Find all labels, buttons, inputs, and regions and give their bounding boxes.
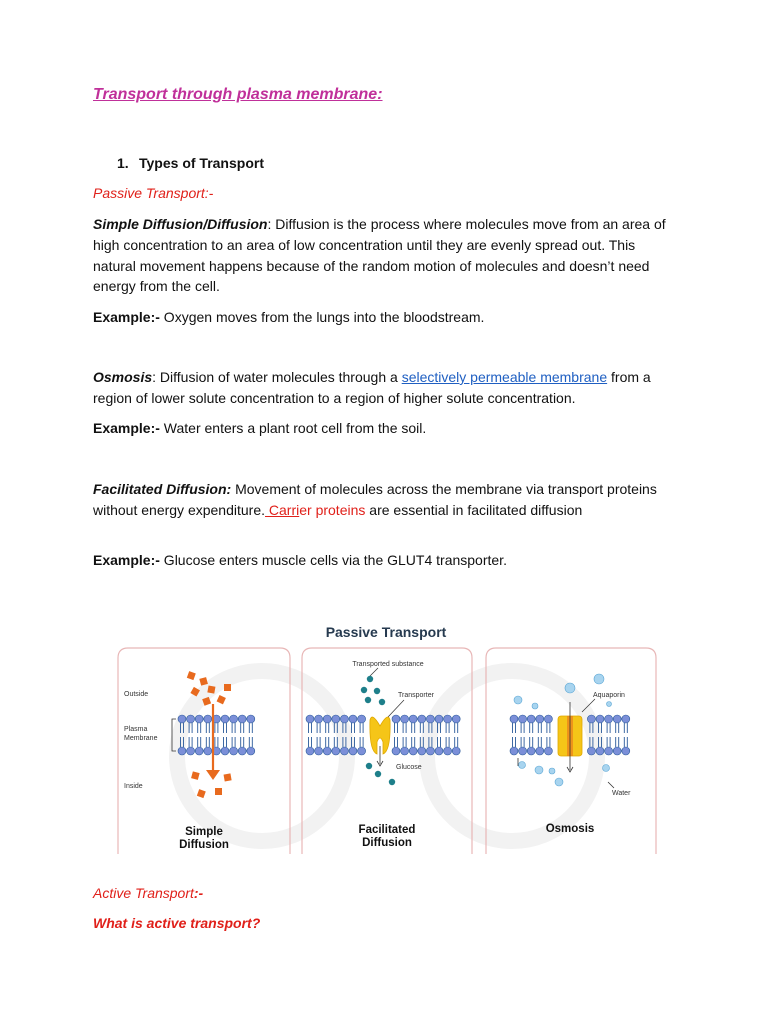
lipid-head <box>323 747 331 755</box>
lipid-head <box>596 747 604 755</box>
example-text: Oxygen moves from the lungs into the bloodstream. <box>159 309 485 325</box>
lipid-tail <box>530 737 533 747</box>
lipid-tail <box>198 723 201 733</box>
molecule <box>374 688 380 694</box>
lipid-tail <box>607 723 610 733</box>
lipid-tail <box>513 737 516 747</box>
water-pointer <box>608 782 614 788</box>
lipid-tail <box>206 737 209 747</box>
lipid-tail <box>317 737 320 747</box>
lipid-tail <box>215 723 218 733</box>
lipid-head <box>332 715 340 723</box>
lipid-head <box>221 715 229 723</box>
caption-facilitated-2: Diffusion <box>362 837 412 849</box>
lipid-head <box>315 747 323 755</box>
lipid-head <box>178 747 186 755</box>
particle <box>197 789 206 798</box>
molecule <box>379 699 385 705</box>
lipid-tail <box>395 723 398 733</box>
facilitated-diffusion-term: Facilitated Diffusion: <box>93 481 232 497</box>
caption-facilitated-1: Facilitated <box>358 824 416 836</box>
lipid-tail <box>547 723 550 733</box>
lipid-tail <box>513 723 516 733</box>
lipid-head <box>435 747 443 755</box>
osmosis-example <box>93 418 673 439</box>
page-title: Transport through plasma membrane: <box>93 86 383 103</box>
facilitated-diffusion-example <box>93 550 673 571</box>
caption-simple-2: Diffusion <box>179 839 229 851</box>
simple-diffusion-text: : Diffusion is the process where molecules move from an area of high concentration to an area of low concentration until they are evenly spread out. This natural movement happens because of the random motion of molecules and doesn’t need energy from the cell. <box>93 216 666 295</box>
facilitated-text-after: are essential in facilitated diffusion <box>365 501 583 518</box>
caption-simple-1: Simple <box>185 826 223 838</box>
lipid-tail <box>530 723 533 733</box>
lipid-head <box>605 747 613 755</box>
lipid-head <box>596 715 604 723</box>
lipid-head <box>187 747 195 755</box>
osmosis-paragraph <box>93 367 673 409</box>
lipid-head <box>358 747 366 755</box>
plasma-membrane-simple <box>178 715 255 755</box>
lipid-head <box>392 747 400 755</box>
lipid-tail <box>206 723 209 733</box>
label-water: Water <box>612 790 631 797</box>
lipid-tail <box>412 723 415 733</box>
lipid-tail <box>198 737 201 747</box>
lipid-tail <box>412 737 415 747</box>
lipid-tail <box>624 723 627 733</box>
passive-transport-label: Passive Transport:- <box>93 185 214 201</box>
example-text: Water enters a plant root cell from the soil. <box>159 420 427 436</box>
active-transport-suffix: :- <box>193 885 204 901</box>
active-transport-label <box>93 885 203 901</box>
label-transported-substance: Transported substance <box>352 661 424 668</box>
example-label: Example:- <box>93 420 160 436</box>
lipid-tail <box>189 737 192 747</box>
label-outside: Outside <box>124 691 149 698</box>
lipid-head <box>544 715 552 723</box>
lipid-tail <box>446 723 449 733</box>
lipid-head <box>306 747 314 755</box>
water-drop <box>555 778 563 786</box>
lipid-head <box>340 747 348 755</box>
particle <box>191 771 200 780</box>
lipid-head <box>349 715 357 723</box>
lipid-head <box>622 715 630 723</box>
molecule <box>389 779 395 785</box>
simple-diffusion-term: Simple Diffusion/Diffusion <box>93 216 268 232</box>
particle <box>215 788 222 795</box>
molecule <box>366 763 372 769</box>
lipid-tail <box>326 737 329 747</box>
lipid-head <box>323 715 331 723</box>
lipid-head <box>613 715 621 723</box>
lipid-head <box>444 715 452 723</box>
water-drop <box>594 674 604 684</box>
facilitated-text-before: Movement of molecules across the membrane via transport proteins without energy expenditure. <box>93 481 657 518</box>
lipid-head <box>340 715 348 723</box>
lipid-tail <box>326 723 329 733</box>
particle <box>224 773 232 781</box>
lipid-tail <box>521 737 524 747</box>
water-drop <box>535 766 543 774</box>
lipid-tail <box>455 723 458 733</box>
lipid-tail <box>224 737 227 747</box>
particle <box>224 684 231 691</box>
label-transporter: Transporter <box>398 692 434 699</box>
lipid-head <box>510 715 518 723</box>
example-label: Example:- <box>93 309 160 325</box>
label-membrane: Membrane <box>124 735 158 742</box>
lipid-head <box>238 715 246 723</box>
lipid-head <box>315 715 323 723</box>
lipid-head <box>622 747 630 755</box>
lipid-head <box>418 715 426 723</box>
list-heading-text: Types of Transport <box>139 155 264 171</box>
lipid-tail <box>241 723 244 733</box>
lipid-head <box>230 715 238 723</box>
lipid-tail <box>403 723 406 733</box>
molecule <box>375 771 381 777</box>
lipid-head <box>349 747 357 755</box>
lipid-tail <box>249 737 252 747</box>
water-drop <box>514 696 522 704</box>
lipid-tail <box>309 723 312 733</box>
passive-transport-figure <box>112 616 660 862</box>
osmosis-text-after: from a region of lower solute concentration to a region of higher solute concentration. <box>93 369 651 406</box>
lipid-head <box>178 715 186 723</box>
list-heading <box>117 155 264 171</box>
lipid-head <box>230 747 238 755</box>
diffusion-arrow-head <box>206 770 220 780</box>
carrier-rest: er proteins <box>299 501 366 518</box>
lipid-head <box>426 747 434 755</box>
lipid-head <box>401 715 409 723</box>
lipid-head <box>605 715 613 723</box>
lipid-tail <box>395 737 398 747</box>
lipid-head <box>358 715 366 723</box>
lipid-head <box>426 715 434 723</box>
particle <box>217 695 226 704</box>
lipid-tail <box>232 737 235 747</box>
osmosis-term: Osmosis <box>93 369 153 385</box>
lipid-head <box>204 747 212 755</box>
figure-title: Passive Transport <box>325 624 447 640</box>
lipid-head <box>544 747 552 755</box>
lipid-head <box>247 747 255 755</box>
lipid-tail <box>521 723 524 733</box>
caption-osmosis: Osmosis <box>545 823 595 835</box>
lipid-tail <box>360 737 363 747</box>
lipid-head <box>587 747 595 755</box>
lipid-head <box>613 747 621 755</box>
lipid-head <box>332 747 340 755</box>
lipid-tail <box>249 723 252 733</box>
active-transport-question: What is active transport? <box>93 915 261 931</box>
lipid-head <box>536 747 544 755</box>
example-text: Glucose enters muscle cells via the GLUT4 transporter. <box>159 552 507 568</box>
particle <box>187 671 196 680</box>
water-drop <box>549 768 555 774</box>
lipid-tail <box>215 737 218 747</box>
label-glucose: Glucose <box>396 764 422 771</box>
lipid-head <box>306 715 314 723</box>
lipid-tail <box>455 737 458 747</box>
lipid-head <box>452 747 460 755</box>
lipid-tail <box>224 723 227 733</box>
label-plasma: Plasma <box>124 726 148 733</box>
lipid-head <box>409 747 417 755</box>
lipid-tail <box>420 723 423 733</box>
lipid-head <box>247 715 255 723</box>
lipid-head <box>519 747 527 755</box>
lipid-head <box>409 715 417 723</box>
lipid-tail <box>438 737 441 747</box>
lipid-tail <box>403 737 406 747</box>
water-drop <box>532 703 538 709</box>
carrier-underlined: Carri <box>265 501 300 518</box>
lipid-head <box>444 747 452 755</box>
lipid-tail <box>607 737 610 747</box>
background-circle <box>177 671 347 841</box>
simple-diffusion-example <box>93 307 673 328</box>
lipid-tail <box>352 723 355 733</box>
facilitated-diffusion-paragraph <box>93 479 673 521</box>
label-aquaporin: Aquaporin <box>593 692 625 699</box>
lipid-head <box>204 715 212 723</box>
lipid-tail <box>360 723 363 733</box>
molecule <box>365 697 371 703</box>
lipid-head <box>392 715 400 723</box>
lipid-head <box>519 715 527 723</box>
molecule <box>367 676 373 682</box>
lipid-tail <box>309 737 312 747</box>
lipid-head <box>221 747 229 755</box>
lipid-head <box>435 715 443 723</box>
water-drop <box>565 683 575 693</box>
label-inside: Inside <box>124 783 143 790</box>
water-drop <box>607 702 612 707</box>
diffusing-particles <box>187 671 232 798</box>
lipid-head <box>238 747 246 755</box>
lipid-tail <box>446 737 449 747</box>
selectively-permeable-membrane-link[interactable]: selectively permeable membrane <box>401 369 608 385</box>
lipid-tail <box>538 737 541 747</box>
pointer-line <box>388 700 404 717</box>
simple-diffusion-paragraph <box>93 214 673 297</box>
lipid-tail <box>624 737 627 747</box>
lipid-tail <box>317 723 320 733</box>
list-number: 1. <box>117 155 129 171</box>
particle <box>207 686 215 694</box>
pointer-line <box>370 668 378 676</box>
active-transport-text: Active Transport <box>93 885 194 901</box>
lipid-tail <box>616 723 619 733</box>
lipid-head <box>187 715 195 723</box>
lipid-tail <box>616 737 619 747</box>
carrier-proteins-link[interactable] <box>265 502 365 518</box>
lipid-head <box>527 747 535 755</box>
lipid-head <box>527 715 535 723</box>
osmosis-text-before: : Diffusion of water molecules through a <box>152 369 402 385</box>
lipid-head <box>195 747 203 755</box>
lipid-tail <box>232 723 235 733</box>
water-drop <box>603 765 610 772</box>
example-label: Example:- <box>93 552 160 568</box>
lipid-head <box>510 747 518 755</box>
lipid-head <box>587 715 595 723</box>
lipid-head <box>452 715 460 723</box>
lipid-tail <box>547 737 550 747</box>
lipid-tail <box>241 737 244 747</box>
lipid-tail <box>538 723 541 733</box>
lipid-tail <box>334 737 337 747</box>
lipid-head <box>401 747 409 755</box>
molecule <box>361 687 367 693</box>
lipid-head <box>418 747 426 755</box>
lipid-head <box>536 715 544 723</box>
water-drop <box>519 762 526 769</box>
lipid-head <box>195 715 203 723</box>
